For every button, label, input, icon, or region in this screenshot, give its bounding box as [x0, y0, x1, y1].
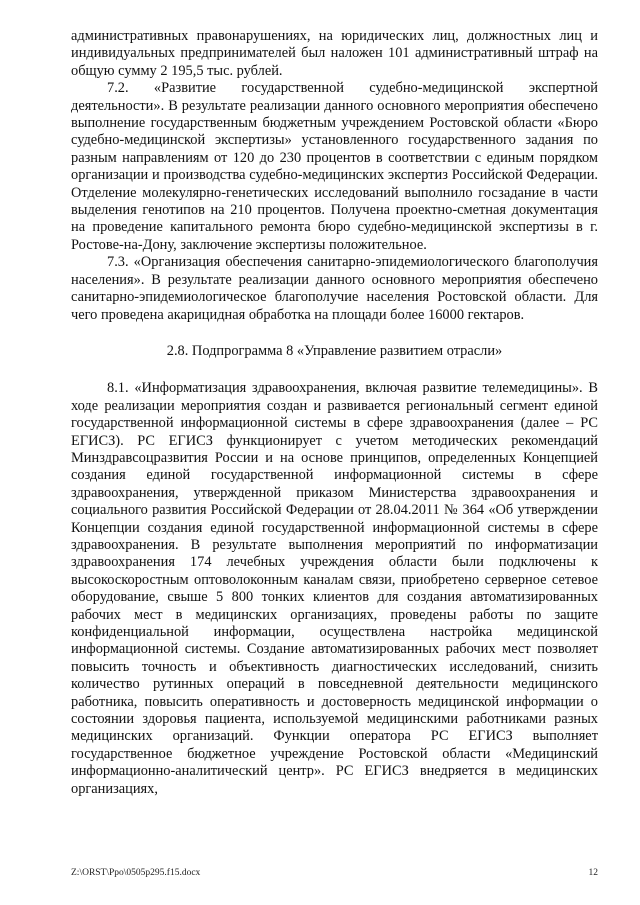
file-path: Z:\ORST\Ppo\0505p295.f15.docx — [71, 868, 201, 878]
paragraph-8-1: 8.1. «Информатизация здравоохранения, включая развитие телемедицины». В ходе реализации мероприятия создан и развивается региональный сегмент единой государственной информационной системы в сфере здравоохранения (далее – РС ЕГИСЗ). РС ЕГИСЗ функционирует с учетом методических рекомендаций Минздравсоцразвития России и на основе принципов, определенных Концепцией создания единой государственной информационной системы в сфере здравоохранения, утвержденной приказом Министерства здравоохранения и социального развития Российской Федерации от 28.04.2011 № 364 «Об утверждении Концепции создания единой государственной информационной системы в сфере здравоохранения. В результате выполнения мероприятий по информатизации здравоохранения 174 лечебных учреждения области были подключены к высокоскоростным оптоволоконным каналам связи, приобретено серверное сетевое оборудование, свыше 5 800 тонких клиентов для создания автоматизированных рабочих мест в медицинских организациях, проведены работы по защите конфиденциальной информации, осуществлена настройка медицинской информационной системы. Создание автоматизированных рабочих мест позволяет повысить точность и объективность диагностических исследований, снизить количество рутинных операций в повседневной деятельности медицинского работника, повысить оперативность и достоверность медицинской информации о состоянии здоровья пациента, используемой медицинскими работниками разных медицинских организаций. Функции оператора РС ЕГИСЗ выполняет государственное бюджетное учреждение Ростовской области «Медицинский информационно-аналитический центр». РС ЕГИСЗ внедряется в медицинских организациях, — [71, 380, 598, 797]
paragraph-7-3: 7.3. «Организация обеспечения санитарно-эпидемиологического благополучия населения». В результате реализации данного основного мероприятия обеспечено санитарно-эпидемиологическое благополучие населения Ростовской области. Для чего проведена акарицидная обработка на площади более 16000 гектаров. — [71, 254, 598, 323]
paragraph-7-2: 7.2. «Развитие государственной судебно-медицинской экспертной деятельности». В результате реализации данного основного мероприятия обеспечено выполнение государственным бюджетным учреждением Ростовской области «Бюро судебно-медицинской экспертизы» установленного государственного задания по разным направлениям от 120 до 230 процентов в соответствии с единым порядком организации и производства судебно-медицинских экспертиз Российской Федерации. Отделение молекулярно-генетических исследований выполнило госзадание в части выделения генотипов на 210 процентов. Получена проектно-сметная документация на проведение капитального ремонта бюро судебно-медицинской экспертизы в г. Ростове-на-Дону, заключение экспертизы положительное. — [71, 80, 598, 253]
section-heading: 2.8. Подпрограмма 8 «Управление развитием отрасли» — [166, 342, 503, 359]
paragraph-continuation: административных правонарушениях, на юридических лиц, должностных лиц и индивидуальных предпринимателей был наложен 101 административный штраф на общую сумму 2 195,5 тыс. рублей. — [71, 28, 598, 79]
page-number: 12 — [588, 868, 598, 878]
document-page — [71, 28, 598, 798]
page-footer — [71, 868, 598, 878]
